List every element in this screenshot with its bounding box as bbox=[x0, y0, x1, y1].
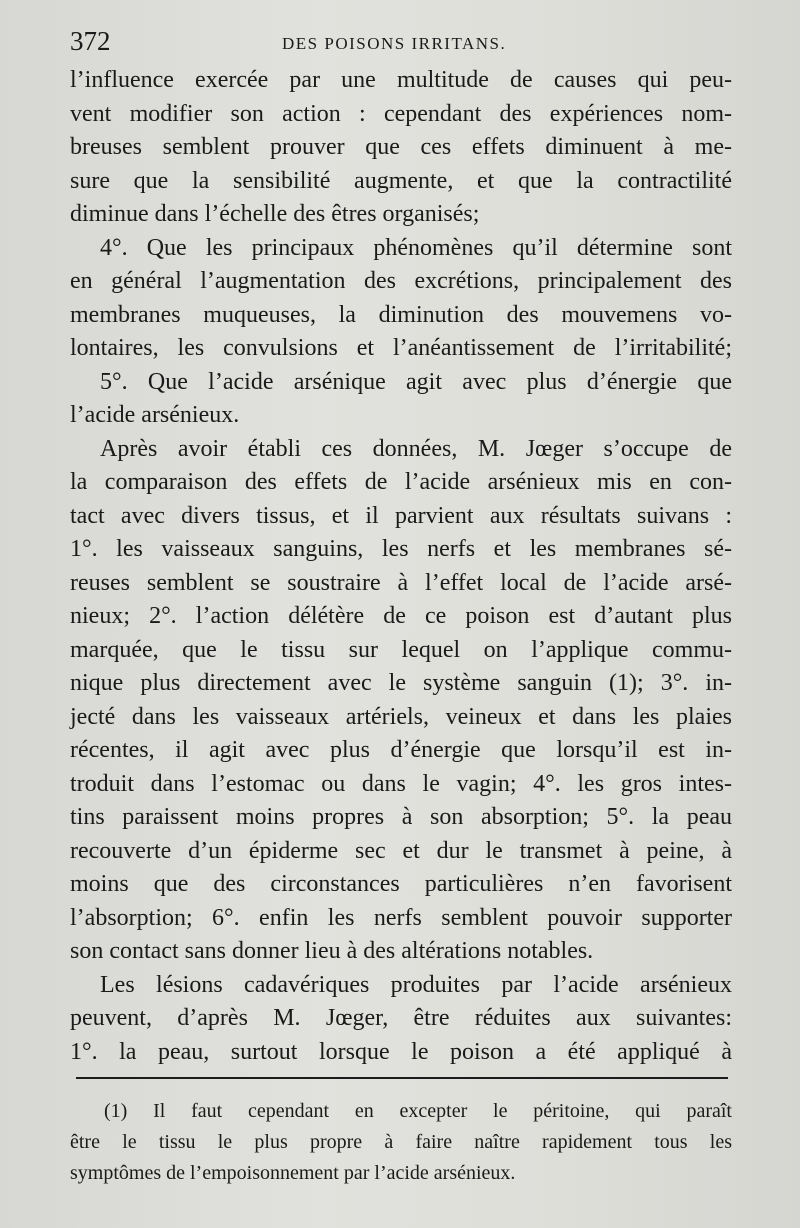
text-line: récentes, il agit avec plus d’énergie que lorsqu’il est in- bbox=[70, 737, 732, 763]
text-line: diminue dans l’échelle des êtres organisés; bbox=[70, 201, 480, 227]
page-header bbox=[70, 26, 730, 66]
text-line: son contact sans donner lieu à des altérations notables. bbox=[70, 938, 594, 964]
text-line: jecté dans les vaisseaux artériels, veineux et dans les plaies bbox=[70, 703, 732, 730]
text-line: la comparaison des effets de l’acide arsénieux mis en con- bbox=[70, 469, 732, 495]
text-line: membranes muqueuses, la diminution des mouvemens vo- bbox=[70, 301, 732, 328]
text-line: lontaires, les convulsions et l’anéantissement de l’irritabilité; bbox=[70, 335, 732, 361]
text-line: l’influence exercée par une multitude de causes qui peu- bbox=[70, 67, 732, 93]
text-line: nique plus directement avec le système sanguin (1); 3°. in- bbox=[70, 670, 732, 696]
text-line: peuvent, d’après M. Jœger, être réduites aux suivantes: bbox=[70, 1005, 732, 1031]
text-line: moins que des circonstances particulières n’en favorisent bbox=[70, 871, 732, 897]
running-head: DES POISONS IRRITANS. bbox=[282, 34, 507, 53]
footnote-rule bbox=[76, 1077, 728, 1079]
page-number: 372 bbox=[70, 26, 111, 56]
text-line: Après avoir établi ces données, M. Jœger s’occupe de bbox=[100, 435, 732, 462]
text-line: reuses semblent se soustraire à l’effet local de l’acide arsé- bbox=[70, 569, 732, 596]
text-line: 1°. les vaisseaux sanguins, les nerfs et les membranes sé- bbox=[70, 536, 732, 562]
text-line: Les lésions cadavériques produites par l’acide arsénieux bbox=[100, 971, 732, 998]
text-line: nieux; 2°. l’action délétère de ce poison est d’autant plus bbox=[70, 603, 732, 629]
text-line: troduit dans l’estomac ou dans le vagin; 4°. les gros intes- bbox=[70, 770, 732, 797]
text-line: en général l’augmentation des excrétions, principalement des bbox=[70, 268, 732, 294]
body-text bbox=[70, 64, 732, 1069]
text-line: tact avec divers tissus, et il parvient aux résultats suivans : bbox=[70, 502, 732, 529]
text-line: 4°. Que les principaux phénomènes qu’il détermine sont bbox=[100, 234, 732, 261]
text-line: 5°. Que l’acide arsénique agit avec plus d’énergie que bbox=[100, 368, 732, 395]
footnote-line: (1) Il faut cependant en excepter le péritoine, qui paraît bbox=[104, 1100, 732, 1122]
text-line: tins paraissent moins propres à son absorption; 5°. la peau bbox=[70, 804, 732, 830]
footnote-line: symptômes de l’empoisonnement par l’acide arsénieux. bbox=[70, 1162, 516, 1184]
text-line: marquée, que le tissu sur lequel on l’applique commu- bbox=[70, 636, 732, 663]
text-line: breuses semblent prouver que ces effets diminuent à me- bbox=[70, 134, 732, 160]
text-line: vent modifier son action : cependant des expériences nom- bbox=[70, 100, 732, 127]
footnote bbox=[70, 1096, 732, 1189]
text-line: recouverte d’un épiderme sec et dur le transmet à peine, à bbox=[70, 837, 732, 864]
text-line: l’acide arsénieux. bbox=[70, 402, 240, 428]
text-line: 1°. la peau, surtout lorsque le poison a été appliqué à bbox=[70, 1038, 732, 1065]
text-line: sure que la sensibilité augmente, et que la contractilité bbox=[70, 167, 732, 194]
text-line: l’absorption; 6°. enfin les nerfs semblent pouvoir supporter bbox=[70, 904, 732, 931]
footnote-line: être le tissu le plus propre à faire naître rapidement tous les bbox=[70, 1131, 732, 1153]
